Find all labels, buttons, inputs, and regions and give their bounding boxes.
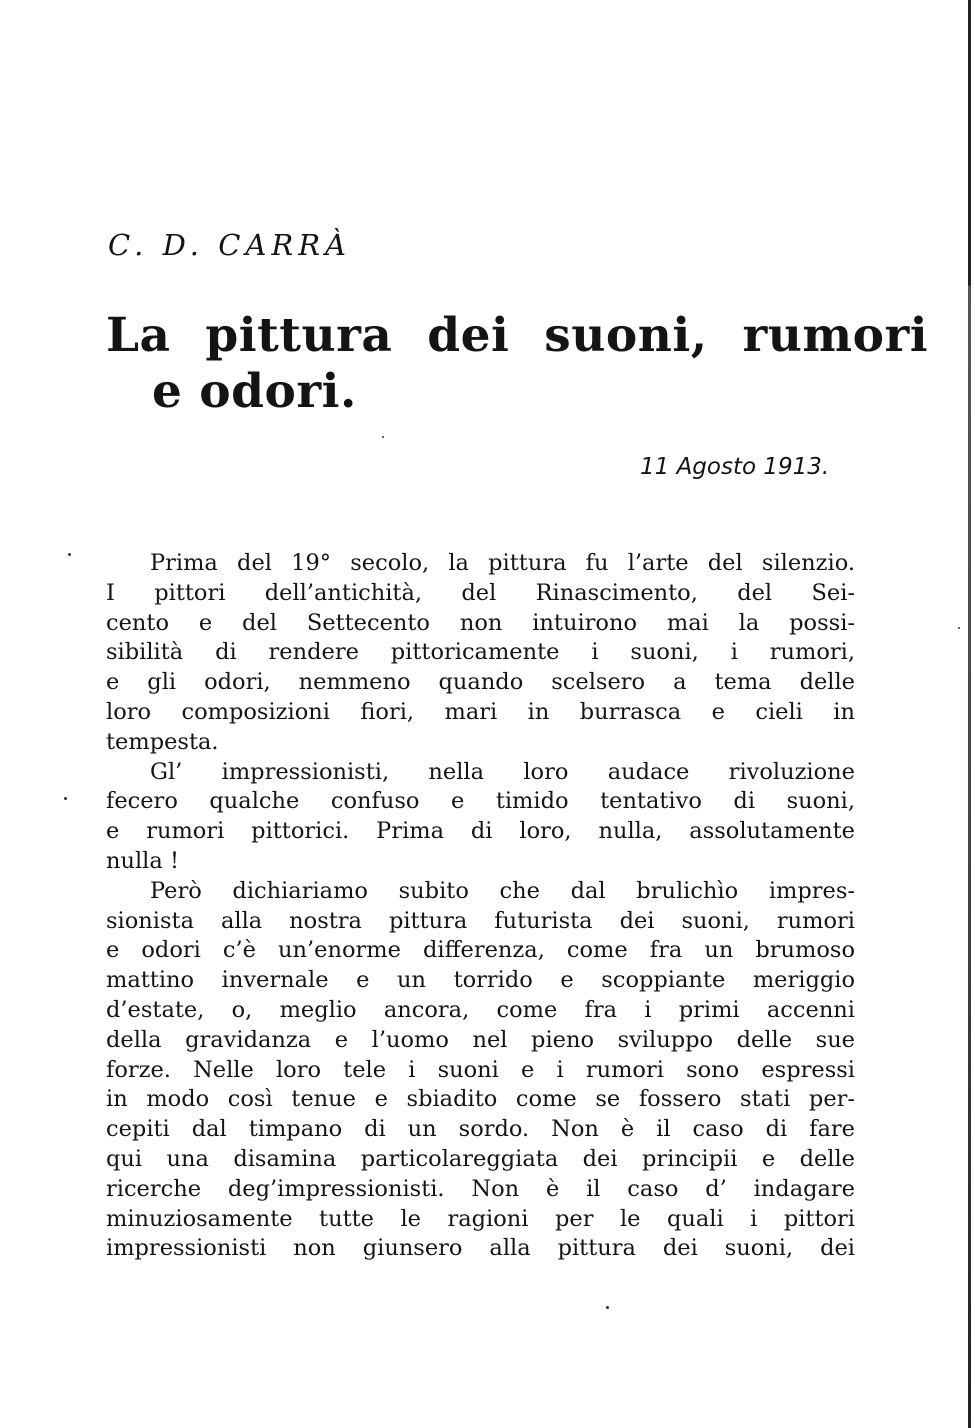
text-line: tempesta.	[106, 728, 219, 755]
text-line: e rumori pittorici. Prima di loro, nulla, assolutamente	[106, 818, 855, 845]
text-line: cepiti dal timpano di un sordo. Non è il caso di fare	[106, 1116, 855, 1143]
text-line: Però dichiariamo subito che dal brulichìo impres-	[150, 877, 855, 904]
text-line: in modo così tenue e sbiadito come se fossero stati per-	[106, 1086, 855, 1113]
text-line: nulla !	[106, 847, 179, 874]
text-line: I pittori dell’antichità, del Rinascimento, del Sei-	[106, 579, 855, 606]
text-line: forze. Nelle loro tele i suoni e i rumori sono espressi	[106, 1056, 855, 1083]
text-line: e odori c’è un’enorme differenza, come fra un brumoso	[106, 937, 855, 964]
text-line: e gli odori, nemmeno quando scelsero a tema delle	[106, 669, 855, 696]
text-line: ricerche deg’impressionisti. Non è il caso d’ indagare	[106, 1175, 855, 1202]
text-line: d’estate, o, meglio ancora, come fra i primi accenni	[106, 996, 855, 1023]
scan-speck	[68, 553, 71, 556]
text-line: fecero qualche confuso e timido tentativo di suoni,	[106, 788, 855, 815]
scan-speck	[958, 627, 960, 629]
scan-speck	[382, 436, 384, 438]
article-body	[106, 549, 855, 1264]
text-line: Prima del 19° secolo, la pittura fu l’arte del silenzio.	[150, 550, 855, 576]
text-line: qui una disamina particolareggiata dei principii e delle	[106, 1145, 855, 1172]
scan-edge-line	[968, 0, 971, 1428]
author-name: C. D. CARRÀ	[108, 228, 351, 262]
text-line: cento e del Settecento non intuirono mai la possi-	[106, 609, 855, 636]
text-line: loro composizioni fiori, mari in burrasca e cieli in	[106, 698, 855, 725]
title-line: e odori.	[152, 364, 357, 419]
text-line: minuziosamente tutte le ragioni per le quali i pittori	[106, 1205, 855, 1232]
scan-speck	[64, 797, 67, 800]
text-line: Gl’ impressionisti, nella loro audace rivoluzione	[150, 758, 855, 785]
title-line: La pittura dei suoni, rumori	[106, 308, 929, 363]
text-line: della gravidanza e l’uomo nel pieno sviluppo delle sue	[106, 1026, 855, 1053]
article-date: 11 Agosto 1913.	[640, 454, 830, 480]
scan-speck	[606, 1306, 609, 1309]
text-line: impressionisti non giunsero alla pittura dei suoni, dei	[106, 1235, 855, 1262]
text-line: sibilità di rendere pittoricamente i suoni, i rumori,	[106, 639, 855, 666]
text-line: sionista alla nostra pittura futurista dei suoni, rumori	[106, 907, 855, 934]
article-title	[106, 308, 929, 420]
text-line: mattino invernale e un torrido e scoppiante meriggio	[106, 967, 855, 994]
